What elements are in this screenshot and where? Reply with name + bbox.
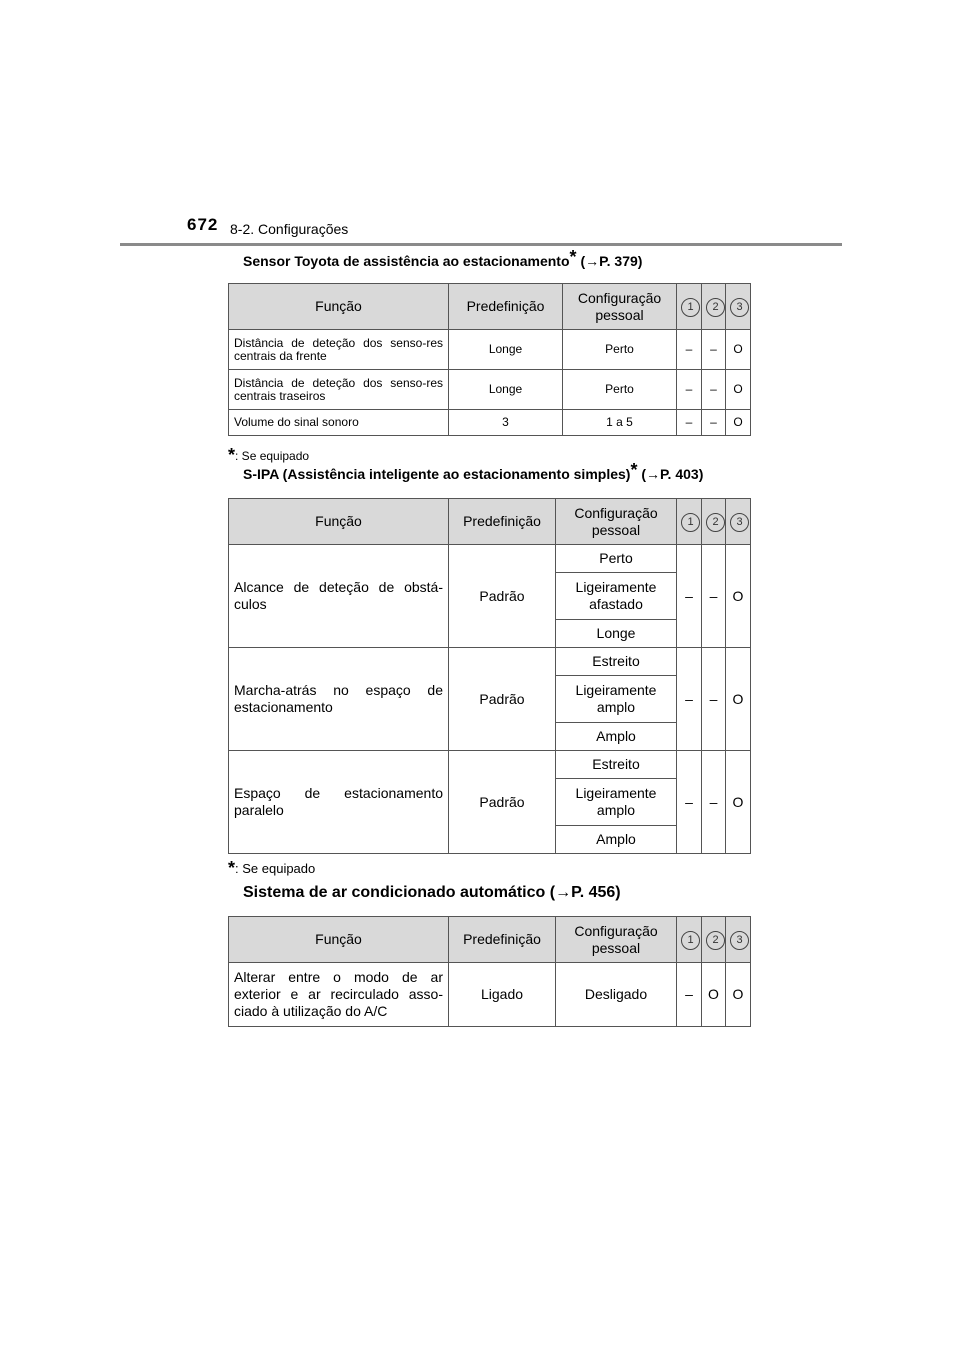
cell-option: Estreito	[556, 751, 677, 779]
cell-predefinicao: 3	[449, 410, 563, 436]
cell-c2: O	[702, 963, 726, 1027]
header-predefinicao: Predefinição	[449, 917, 556, 963]
cell-predefinicao: Padrão	[449, 751, 556, 854]
header-circle-1	[677, 499, 702, 545]
circled-1-icon: 1	[681, 513, 700, 532]
cell-c2: –	[702, 545, 726, 648]
cell-funcao: Espaço de estacionamento paralelo	[229, 751, 449, 854]
table-row	[229, 410, 751, 436]
cell-predefinicao: Ligado	[449, 963, 556, 1027]
section1-ref: (→P. 379)	[580, 253, 643, 269]
cell-c2: –	[702, 648, 726, 751]
cell-option: Longe	[556, 620, 677, 648]
cell-option: Ligeiramente amplo	[556, 676, 677, 723]
cell-c1: –	[677, 410, 702, 436]
parking-sensor-table	[228, 283, 751, 436]
circled-2-icon: 2	[706, 513, 725, 532]
circled-3-icon: 3	[730, 513, 749, 532]
cell-c1: –	[677, 751, 702, 854]
header-circle-3	[726, 917, 751, 963]
header-circle-3	[726, 499, 751, 545]
cell-predefinicao: Longe	[449, 370, 563, 410]
table-row	[229, 648, 751, 676]
header-funcao: Função	[229, 917, 449, 963]
cell-option: Perto	[556, 545, 677, 573]
table-header-row	[229, 284, 751, 330]
cell-c3: O	[726, 963, 751, 1027]
header-predefinicao: Predefinição	[449, 499, 556, 545]
cell-configuracao: 1 a 5	[563, 410, 677, 436]
footnote-text: : Se equipado	[235, 861, 316, 876]
section2-title: S-IPA (Assistência inteligente ao estacionamento simples)	[243, 466, 631, 482]
header-divider	[120, 243, 842, 246]
section3-ref: (→P. 456)	[549, 884, 621, 901]
header-circle-1	[677, 917, 702, 963]
header-circle-2	[702, 917, 726, 963]
table-row	[229, 963, 751, 1027]
header-configuracao: Configuração pessoal	[556, 917, 677, 963]
circled-3-icon: 3	[730, 931, 749, 950]
section3-heading	[243, 884, 621, 902]
air-conditioning-table	[228, 916, 751, 1027]
circled-1-icon: 1	[681, 298, 700, 317]
cell-funcao: Alterar entre o modo de ar exterior e ar recirculado asso-ciado à utilização do A/C	[229, 963, 449, 1027]
cell-c1: –	[677, 963, 702, 1027]
circled-1-icon: 1	[681, 931, 700, 950]
cell-c3: O	[726, 330, 751, 370]
circled-2-icon: 2	[706, 931, 725, 950]
table-row	[229, 545, 751, 573]
cell-c2: –	[702, 751, 726, 854]
footnote-star: *	[228, 445, 236, 465]
header-circle-1	[677, 284, 702, 330]
cell-c1: –	[677, 648, 702, 751]
cell-funcao: Alcance de deteção de obstá-culos	[229, 545, 449, 648]
page-number: 672	[187, 215, 219, 234]
header-predefinicao: Predefinição	[449, 284, 563, 330]
cell-c1: –	[677, 330, 702, 370]
footnote-star: *	[630, 460, 638, 480]
cell-c2: –	[702, 330, 726, 370]
cell-c2: –	[702, 410, 726, 436]
table-row	[229, 751, 751, 779]
cell-c2: –	[702, 370, 726, 410]
cell-option: Estreito	[556, 648, 677, 676]
header-configuracao: Configuração pessoal	[556, 499, 677, 545]
cell-funcao: Marcha-atrás no espaço de estacionamento	[229, 648, 449, 751]
cell-option: Ligeiramente afastado	[556, 573, 677, 620]
cell-option: Amplo	[556, 723, 677, 751]
s-ipa-table	[228, 498, 751, 854]
cell-predefinicao: Padrão	[449, 648, 556, 751]
table-header-row	[229, 499, 751, 545]
cell-funcao: Distância de deteção dos senso-res centrais da frente	[229, 330, 449, 370]
header-configuracao: Configuração pessoal	[563, 284, 677, 330]
cell-configuracao: Perto	[563, 370, 677, 410]
table-header-row	[229, 917, 751, 963]
section1-footnote	[228, 445, 309, 466]
section-title: 8-2. Configurações	[230, 221, 349, 237]
cell-funcao: Distância de deteção dos senso-res centrais traseiros	[229, 370, 449, 410]
cell-configuracao: Desligado	[556, 963, 677, 1027]
footnote-star: *	[228, 858, 236, 878]
header-circle-2	[702, 284, 726, 330]
cell-c3: O	[726, 410, 751, 436]
cell-c3: O	[726, 370, 751, 410]
cell-c3: O	[726, 545, 751, 648]
cell-predefinicao: Longe	[449, 330, 563, 370]
section2-heading	[243, 460, 704, 482]
cell-c1: –	[677, 370, 702, 410]
circled-3-icon: 3	[730, 298, 749, 317]
header-circle-2	[702, 499, 726, 545]
section3-title: Sistema de ar condicionado automático	[243, 884, 546, 901]
section1-heading	[243, 247, 643, 269]
cell-c3: O	[726, 751, 751, 854]
cell-option: Amplo	[556, 826, 677, 854]
footnote-text: : Se equipado	[235, 449, 310, 463]
table-row	[229, 330, 751, 370]
cell-configuracao: Perto	[563, 330, 677, 370]
cell-c1: –	[677, 545, 702, 648]
section2-footnote	[228, 858, 315, 879]
cell-option: Ligeiramente amplo	[556, 779, 677, 826]
header-funcao: Função	[229, 284, 449, 330]
circled-2-icon: 2	[706, 298, 725, 317]
table-row	[229, 370, 751, 410]
section1-title: Sensor Toyota de assistência ao estacionamento	[243, 253, 570, 269]
cell-c3: O	[726, 648, 751, 751]
cell-funcao: Volume do sinal sonoro	[229, 410, 449, 436]
section2-ref: (→P. 403)	[641, 466, 704, 482]
cell-predefinicao: Padrão	[449, 545, 556, 648]
header-circle-3	[726, 284, 751, 330]
header-funcao: Função	[229, 499, 449, 545]
footnote-star: *	[569, 247, 577, 267]
